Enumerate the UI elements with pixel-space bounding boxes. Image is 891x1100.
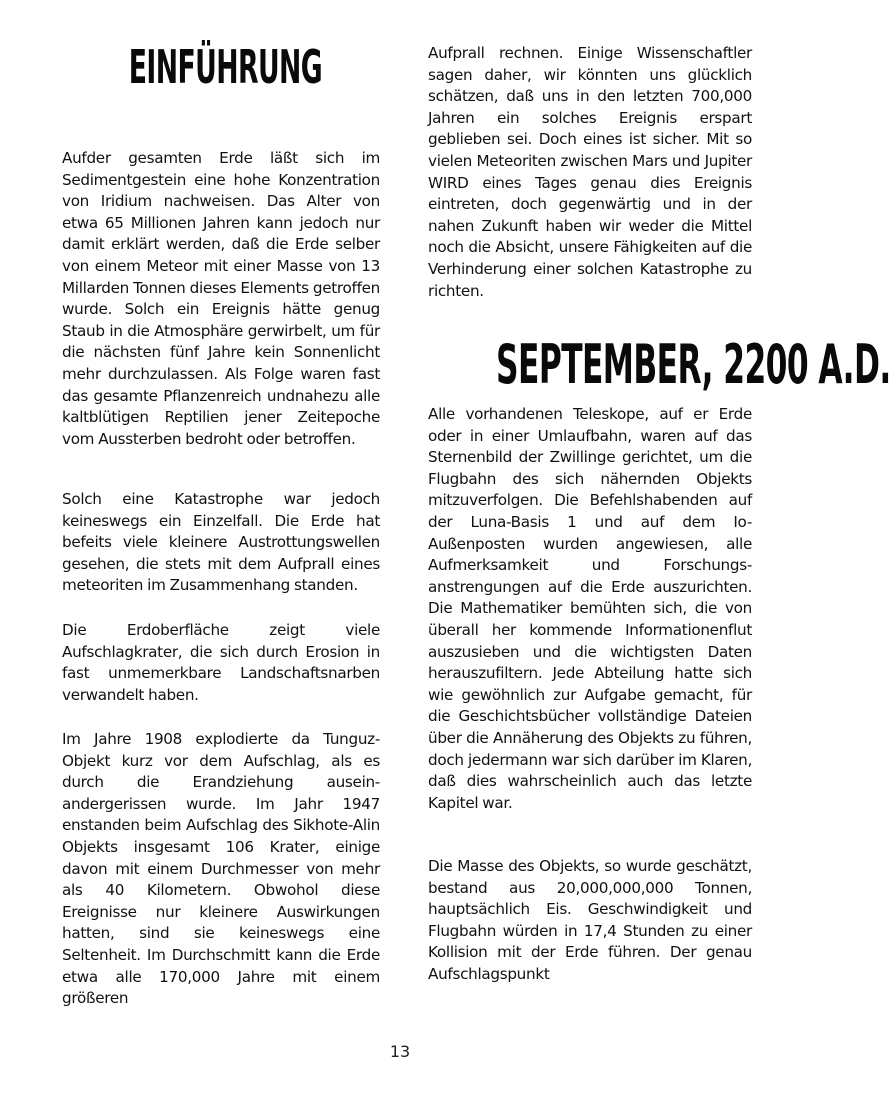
- paragraph: Die Erdoberfläche zeigt viele Aufschlagkrater, die sich durch Erosion in fast unmemerkbare Landschaftsnarben verwandelt haben.: [62, 621, 380, 704]
- section-heading-september: SEPTEMBER, 2200 A.D.: [496, 333, 891, 396]
- paragraph: Solch eine Katastrophe war jedoch keineswegs ein Einzelfall. Die Erde hat befeits viele kleinere Austrottungswellen gesehen, die stets mit dem Aufprall eines meteoriten im Zusammenhang standen.: [62, 490, 380, 595]
- paragraph: Aufder gesamten Erde läßt sich im Sedimentgestein eine hohe Konzentration von Iridium nachweisen. Das Alter von etwa 65 Millionen Jahren kann jedoch nur damit erklärt werden, daß die Erde selber von einem Meteor mit einer Masse von 13 Millarden Tonnen dieses Elements getroffen wurde. Solch ein Ereignis hätte genug Staub in die Atmosphäre gerwirbelt, um für die nächsten fünf Jahre kein Sonnenlicht mehr durchzulassen. Als Folge waren fast das gesamte Pflanzenreich undnahezu alle kaltblütigen Reptilien jener Zeitepoche vom Aussterben bedroht oder betroffen.: [62, 149, 380, 448]
- paragraph: Aufprall rechnen. Einige Wissenschaftler sagen daher, wir könnten uns glücklich schätzen, daß uns in den letzten 700,000 Jahren ein solches Ereignis erspart geblieben sei. Doch eines ist sicher. Mit so vielen Meteoriten zwischen Mars und Jupiter WIRD eines Tages genau dies Ereignis eintreten, doch gegenwärtig und in der nahen Zukunft haben wir weder die Mittel noch die Absicht, unsere Fähigkeiten auf die Verhinderung einer solchen Katastrophe zu richten.: [428, 44, 752, 300]
- paragraph: Alle vorhandenen Teleskope, auf er Erde oder in einer Umlaufbahn, waren auf das Sternenbild der Zwillinge gerichtet, um die Flugbahn des sich nähernden Objekts mitzuverfolgen. Die Befehlshabenden auf der Luna-Basis 1 und auf dem Io-Außenposten wurden angewiesen, alle Aufmerksamkeit und Forschungs-anstrengungen auf die Erde auszurichten. Die Mathematiker bemühten sich, die von überall her kommende Informationenflut auszusieben und die wichtigsten Daten herauszufiltern. Jede Abteilung hatte sich wie gewöhnlich zur Aufgabe gemacht, für die Geschichtsbücher vollständige Dateien über die Annäherung des Objekts zu führen, doch jedermann war sich darüber im Klaren, daß dies wahrscheinlich auch das letzte Kapitel war.: [428, 405, 752, 812]
- section-heading-einfuehrung: EINFÜHRUNG: [128, 40, 323, 94]
- paragraph: Im Jahre 1908 explodierte da Tunguz-Objekt kurz vor dem Aufschlag, als es durch die Erandziehung ausein-andergerissen wurde. Im Jahr 1947 enstanden beim Aufschlag des Sikhote-Alin Objekts insgesamt 106 Krater, einige davon mit einem Durchmesser von mehr als 40 Kilometern. Obwohol diese Ereignisse nur kleinere Auswirkungen hatten, sind sie keineswegs eine Seltenheit. Im Durchschmitt kann die Erde etwa alle 170,000 Jahre mit einem größeren: [62, 730, 380, 1008]
- page-number: 13: [389, 1042, 411, 1061]
- paragraph: Die Masse des Objekts, so wurde geschätzt, bestand aus 20,000,000,000 Tonnen, hauptsächlich Eis. Geschwindigkeit und Flugbahn würden in 17,4 Stunden zu einer Kollision mit der Erde führen. Der genau Aufschlagspunkt: [428, 857, 752, 983]
